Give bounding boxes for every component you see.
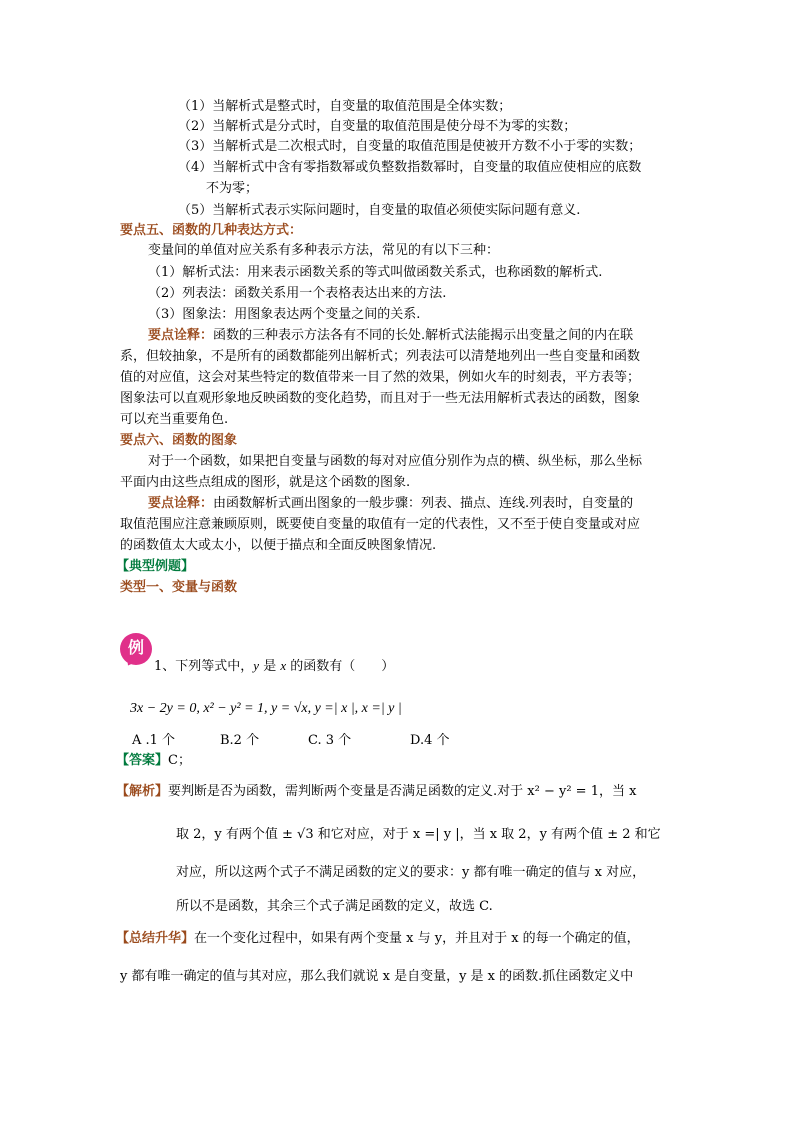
- analysis-label: 【解析】: [116, 784, 169, 799]
- case-line-1: （1）当解析式是整式时，自变量的取值范围是全体实数；: [178, 99, 512, 114]
- section5-heading: 要点五、函数的几种表达方式：: [120, 223, 303, 238]
- section5-note-line-3: 值的对应值，这会对某些特定的数值带来一目了然的效果，例如火车的时刻表，平方表等；: [120, 370, 641, 385]
- analysis-line-3: 对应，所以这两个式子不满足函数的定义的要求：y 都有唯一确定的值与 x 对应，: [176, 865, 646, 880]
- analysis-line-4: 所以不是函数，其余三个式子满足函数的定义，故选 C.: [176, 899, 493, 914]
- section6-note-line-1: 要点诠释：由函数解析式画出图象的一般步骤：列表、描点、连线.列表时，自变量的: [148, 496, 634, 511]
- case-line-4-cont: 不为零；: [206, 181, 259, 196]
- answer-label: 【答案】: [116, 753, 169, 768]
- section6-note-line-3: 的函数值太大或太小，以便于描点和全面反映图象情况.: [120, 538, 437, 553]
- section6-body-line-1: 对于一个函数，如果把自变量与函数的每对对应值分别作为点的横、纵坐标，那么坐标: [148, 454, 643, 469]
- summary-line-1: 【总结升华】在一个变化过程中，如果有两个变量 x 与 y，并且对于 x 的每一个确定的值，: [116, 931, 640, 946]
- type1-heading: 类型一、变量与函数: [120, 580, 238, 595]
- analysis-line-2: 取 2，y 有两个值 ± √3 和它对应，对于 x =| y |，当 x 取 2，y 有两个值 ± 2 和它: [176, 827, 661, 842]
- option-c: C. 3 个: [308, 733, 352, 748]
- example-badge: 例: [120, 633, 152, 665]
- option-b: B.2 个: [220, 733, 260, 748]
- option-a: A .1 个: [132, 733, 176, 748]
- section5-note-label: 要点诠释：: [148, 328, 214, 343]
- section5-note-line-5: 可以充当重要角色.: [120, 412, 229, 427]
- case-line-4: （4）当解析式中含有零指数幂或负整数指数幂时，自变量的取值应使相应的底数: [178, 160, 642, 175]
- section5-intro: 变量间的单值对应关系有多种表示方法，常见的有以下三种：: [148, 243, 500, 258]
- case-line-3: （3）当解析式是二次根式时，自变量的取值范围是使被开方数不小于零的实数；: [178, 139, 642, 154]
- case-line-5: （5）当解析式表示实际问题时，自变量的取值必须使实际问题有意义.: [178, 203, 581, 218]
- section5-note-line-2: 系，但较抽象，不是所有的函数都能列出解析式；列表法可以清楚地列出一些自变量和函数: [120, 349, 641, 364]
- section5-method-3: （3）图象法：用图象表达两个变量之间的关系.: [148, 307, 421, 322]
- section5-note-line-1: 要点诠释：函数的三种表示方法各有不同的长处.解析式法能揭示出变量之间的内在联: [148, 328, 634, 343]
- section6-body-line-2: 平面内由这些点组成的图形，就是这个函数的图象.: [120, 475, 411, 490]
- case-line-2: （2）当解析式是分式时，自变量的取值范围是使分母不为零的实数；: [178, 119, 577, 134]
- question-stem: 1、下列等式中，y 是 x 的函数有（ ）: [154, 658, 395, 674]
- section5-method-2: （2）列表法：函数关系用一个表格表达出来的方法.: [148, 286, 447, 301]
- answer-text: C；: [168, 753, 191, 768]
- summary-label: 【总结升华】: [116, 931, 195, 946]
- section6-heading: 要点六、函数的图象: [120, 433, 238, 448]
- answer-line: [116, 752, 191, 770]
- section5-method-1: （1）解析式法：用来表示函数关系的等式叫做函数关系式，也称函数的解析式.: [148, 265, 603, 280]
- section6-note-label: 要点诠释：: [148, 496, 214, 511]
- question-formulas: 3x − 2y = 0, x² − y² = 1, y = √x, y =| x |, x =| y |: [130, 701, 402, 716]
- section5-note-line-4: 图象法可以直观形象地反映函数的变化趋势，而且对于一些无法用解析式表达的函数，图象: [120, 391, 641, 406]
- analysis-line-1: 【解析】要判断是否为函数，需判断两个变量是否满足函数的定义.对于 x² − y² = 1，当 x: [116, 784, 637, 799]
- option-d: D.4 个: [410, 733, 450, 748]
- section6-note-line-2: 取值范围应注意兼顾原则，既要使自变量的取值有一定的代表性，又不至于使自变量或对应: [120, 517, 641, 532]
- summary-line-2: y 都有唯一确定的值与其对应，那么我们就说 x 是自变量，y 是 x 的函数.抓住函数定义中: [120, 969, 634, 984]
- examples-heading: 【典型例题】: [116, 559, 195, 574]
